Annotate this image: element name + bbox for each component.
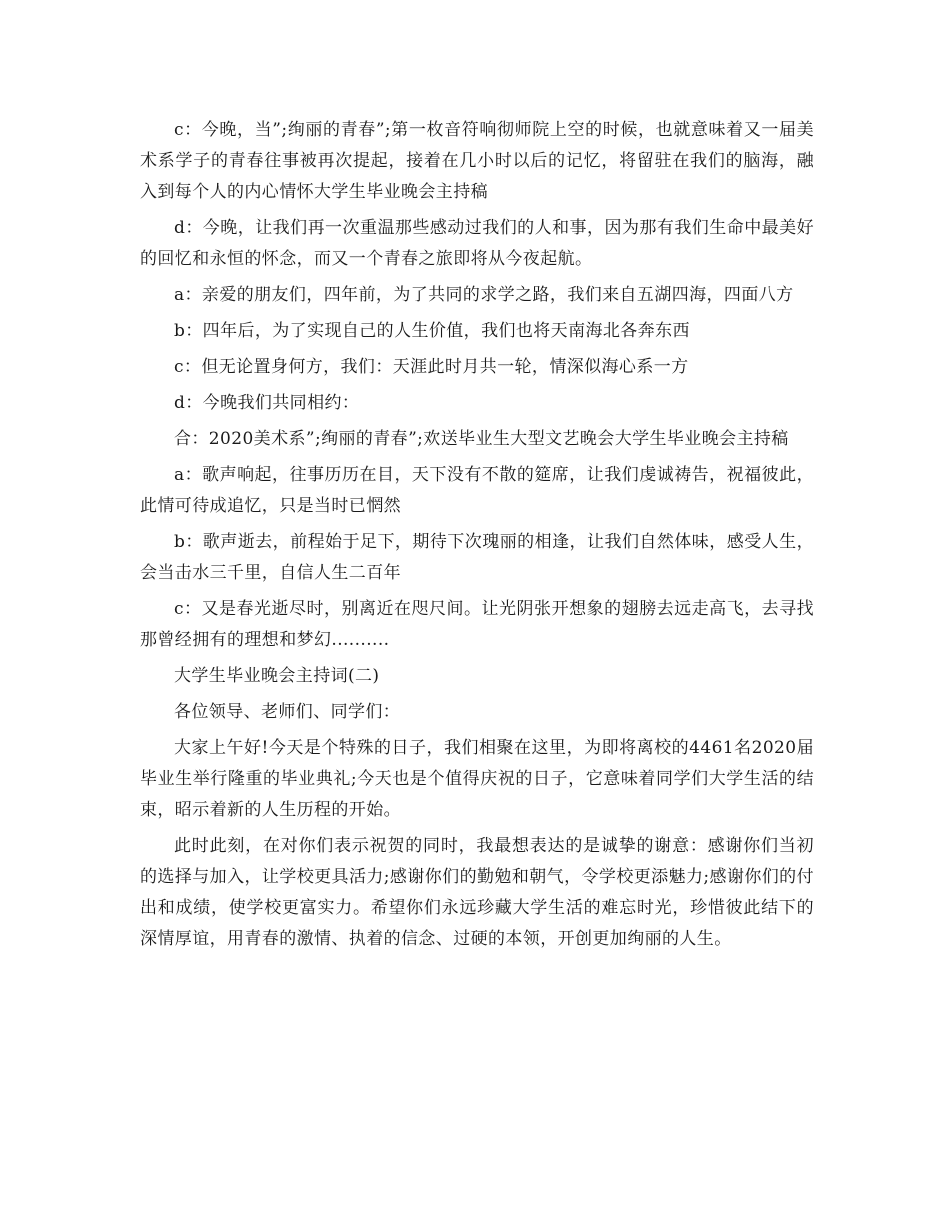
paragraph-thanks: 此时此刻，在对你们表示祝贺的同时，我最想表达的是诚挚的谢意：感谢你们当初的选择与加入，让学校更具活力;感谢你们的勤勉和朝气，令学校更添魅力;感谢你们的付出和成绩，使学校更富实力。希望你们永远珍藏大学生活的难忘时光，珍惜彼此结下的深情厚谊，用青春的激情、执着的信念、过硬的本领，开创更加绚丽的人生。 [140,836,814,949]
salutation: 各位领导、老师们、同学们： [174,702,401,722]
paragraph-d-tonight: d：今晚，让我们再一次重温那些感动过我们的人和事，因为那有我们生命中最美好的回忆和永恒的怀念，而又一个青春之旅即将从今夜起航。 [140,218,814,269]
paragraph-d-meet: d：今晚我们共同相约： [174,393,360,413]
paragraph-greeting: 大家上午好!今天是个特殊的日子，我们相聚在这里，为即将离校的4461名2020届毕业生举行隆重的毕业典礼;今天也是个值得庆祝的日子，它意味着同学们大学生活的结束，昭示着新的人生历程的开始。 [140,738,814,820]
paragraph-c-wherever: c：但无论置身何方，我们：天涯此时月共一轮，情深似海心系一方 [174,357,689,377]
section-heading: 大学生毕业晚会主持词(二) [174,666,380,686]
paragraph-c-opening: c：今晚，当”;绚丽的青春”;第一枚音符响彻师院上空的时候，也就意味着又一届美术系学子的青春往事被再次提起，接着在几小时以后的记忆，将留驻在我们的脑海，融入到每个人的内心情怀大学生毕业晚会主持稿 [140,120,814,202]
paragraph-b-four-years: b：四年后，为了实现自己的人生价值，我们也将天南海北各奔东西 [174,321,690,341]
paragraph-together: 合：2020美术系”;绚丽的青春”;欢送毕业生大型文艺晚会大学生毕业晚会主持稿 [174,429,789,449]
paragraph-a-song: a：歌声响起，往事历历在目，天下没有不散的筵席，让我们虔诚祷告，祝福彼此，此情可待成追忆，只是当时已惘然 [140,465,814,516]
paragraph-c-spring: c：又是春光逝尽时，别离近在咫尺间。让光阴张开想象的翅膀去远走高飞，去寻找那曾经拥有的理想和梦幻.......... [140,599,814,650]
paragraph-a-friends: a：亲爱的朋友们，四年前，为了共同的求学之路，我们来自五湖四海，四面八方 [174,285,794,305]
paragraph-b-song-fades: b：歌声逝去，前程始于足下，期待下次瑰丽的相逢，让我们自然体味，感受人生，会当击水三千里，自信人生二百年 [140,532,814,583]
document-body [140,115,814,960]
